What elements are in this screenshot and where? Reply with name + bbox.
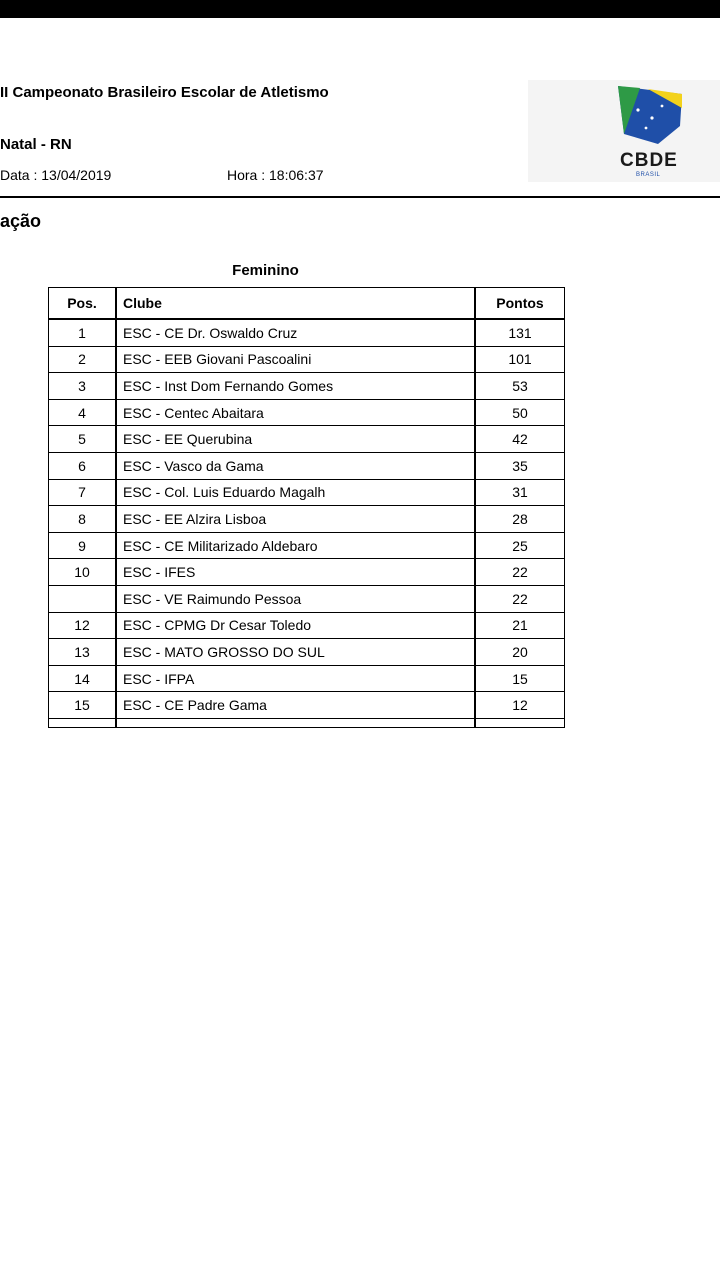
report-date: Data : 13/04/2019 [0,167,112,183]
cell-points: 50 [475,399,565,426]
empty-cell [475,718,565,727]
cell-points: 22 [475,559,565,586]
event-location: Natal - RN [0,136,72,153]
cell-pos: 12 [49,612,117,639]
column-header-pos: Pos. [49,288,117,320]
cell-pos: 7 [49,479,117,506]
table-row [49,452,565,479]
column-header-points: Pontos [475,288,565,320]
cell-pos: 13 [49,639,117,666]
logo-subtext: BRASIL [636,172,661,178]
report-time: Hora : 18:06:37 [227,167,324,183]
cell-pos: 4 [49,399,117,426]
table-row [49,399,565,426]
cell-points: 20 [475,639,565,666]
table-row [49,506,565,533]
cell-points: 31 [475,479,565,506]
cell-club: ESC - CE Dr. Oswaldo Cruz [116,319,475,346]
cbde-shield-icon [618,84,682,144]
column-header-club: Clube [116,288,475,320]
cell-points: 25 [475,532,565,559]
cell-club: ESC - MATO GROSSO DO SUL [116,639,475,666]
cell-club: ESC - IFES [116,559,475,586]
cell-club: ESC - VE Raimundo Pessoa [116,585,475,612]
table-row [49,319,565,346]
cell-pos: 6 [49,452,117,479]
cell-pos: 8 [49,506,117,533]
cell-club: ESC - EE Alzira Lisboa [116,506,475,533]
cell-pos: 15 [49,692,117,719]
cell-club: ESC - EEB Giovani Pascoalini [116,346,475,373]
table-row [49,639,565,666]
championship-title: II Campeonato Brasileiro Escolar de Atletismo [0,84,329,101]
table-row [49,346,565,373]
empty-cell [49,718,117,727]
cell-points: 101 [475,346,565,373]
cell-points: 22 [475,585,565,612]
cell-points: 15 [475,665,565,692]
cell-points: 12 [475,692,565,719]
table-caption: Feminino [232,262,299,279]
table-row [49,479,565,506]
table-row [49,532,565,559]
cell-points: 21 [475,612,565,639]
header-divider [0,196,720,198]
table-row [49,612,565,639]
cell-club: ESC - EE Querubina [116,426,475,453]
table-row-empty [49,718,565,727]
cell-club: ESC - CPMG Dr Cesar Toledo [116,612,475,639]
cell-points: 131 [475,319,565,346]
table-row [49,426,565,453]
cell-club: ESC - Inst Dom Fernando Gomes [116,373,475,400]
cell-points: 35 [475,452,565,479]
status-bar [0,0,720,18]
cell-club: ESC - CE Padre Gama [116,692,475,719]
cell-pos [49,585,117,612]
cbde-logo [528,80,720,182]
logo-text: CBDE [620,150,678,171]
table-row [49,692,565,719]
cell-points: 53 [475,373,565,400]
cell-club: ESC - Centec Abaitara [116,399,475,426]
ranking-table [48,287,565,728]
section-heading: ação [0,211,42,231]
cell-club: ESC - IFPA [116,665,475,692]
table-header-row [49,288,565,320]
table-row [49,559,565,586]
cell-pos: 1 [49,319,117,346]
cell-pos: 9 [49,532,117,559]
table-row [49,665,565,692]
cell-club: ESC - CE Militarizado Aldebaro [116,532,475,559]
cell-club: ESC - Vasco da Gama [116,452,475,479]
empty-cell [116,718,475,727]
cell-points: 42 [475,426,565,453]
cell-pos: 2 [49,346,117,373]
ranking-table-body [49,319,565,727]
table-row [49,585,565,612]
cell-points: 28 [475,506,565,533]
cell-pos: 3 [49,373,117,400]
table-row [49,373,565,400]
cell-pos: 5 [49,426,117,453]
cell-club: ESC - Col. Luis Eduardo Magalh [116,479,475,506]
cell-pos: 14 [49,665,117,692]
cell-pos: 10 [49,559,117,586]
